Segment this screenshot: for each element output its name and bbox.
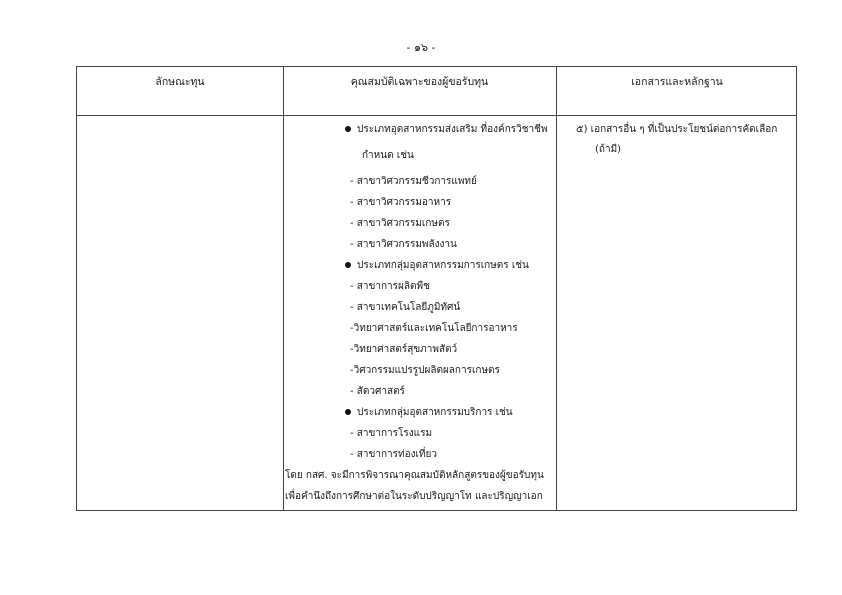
- bullet-item: ประเภทกลุ่มอุตสาหกรรมการเกษตร เช่น: [283, 255, 553, 276]
- list-item: -วิศวกรรมแปรรูปผลิตผลการเกษตร: [350, 365, 500, 376]
- documents-cell: [576, 119, 796, 159]
- list-item: -วิทยาศาสตร์สุขภาพสัตว์: [350, 344, 458, 355]
- list-item: - สาขาการโรงแรม: [350, 428, 433, 439]
- list-item: - สาขาวิศวกรรมเกษตร: [350, 218, 450, 229]
- list-item: - สาขาการท่องเที่ยว: [350, 449, 437, 460]
- list-item: - สาขาเทคโนโลยีภูมิทัศน์: [350, 302, 461, 313]
- header-documents: เอกสารและหลักฐาน: [631, 76, 723, 88]
- list-item: -วิทยาศาสตร์และเทคโนโลยีการอาหาร: [350, 323, 518, 334]
- list-item: - สาขาวิศวกรรมชีวการแพทย์: [350, 176, 477, 187]
- list-item: - สัตวศาสตร์: [350, 386, 405, 397]
- criteria-table: [76, 66, 797, 511]
- column-divider-2: [556, 67, 557, 510]
- header-scholarship-type: ลักษณะทุน: [155, 76, 205, 88]
- list-item: - สาขาการผลิตพืช: [350, 281, 430, 292]
- list-item: กำหนด เช่น: [362, 150, 414, 161]
- list-item: - สาขาวิศวกรรมอาหาร: [350, 197, 452, 208]
- document-item-note: (ถ้ามี): [595, 144, 622, 155]
- document-item: ๕) เอกสารอื่น ๆ ที่เป็นประโยชน์ต่อการคัดเลือก: [576, 124, 778, 135]
- bullet-item: ประเภทอุตสาหกรรมส่งเสริม ที่องค์กรวิชาชีพ: [283, 119, 553, 145]
- bullet-item: ประเภทกลุ่มอุตสาหกรรมบริการ เช่น: [283, 402, 553, 423]
- qualifications-cell: [283, 119, 553, 507]
- note-text: เพื่อคำนึงถึงการศึกษาต่อในระดับปริญญาโท และปริญญาเอก: [285, 491, 543, 502]
- header-divider: [77, 115, 796, 116]
- note-text: โดย กสศ. จะมีการพิจารณาคุณสมบัติหลักสูตรของผู้ขอรับทุน: [285, 470, 544, 481]
- list-item: - สาขาวิศวกรรมพลังงาน: [350, 239, 457, 250]
- header-qualifications: คุณสมบัติเฉพาะของผู้ขอรับทุน: [350, 76, 489, 88]
- page-number: - ๑๖ -: [406, 41, 436, 54]
